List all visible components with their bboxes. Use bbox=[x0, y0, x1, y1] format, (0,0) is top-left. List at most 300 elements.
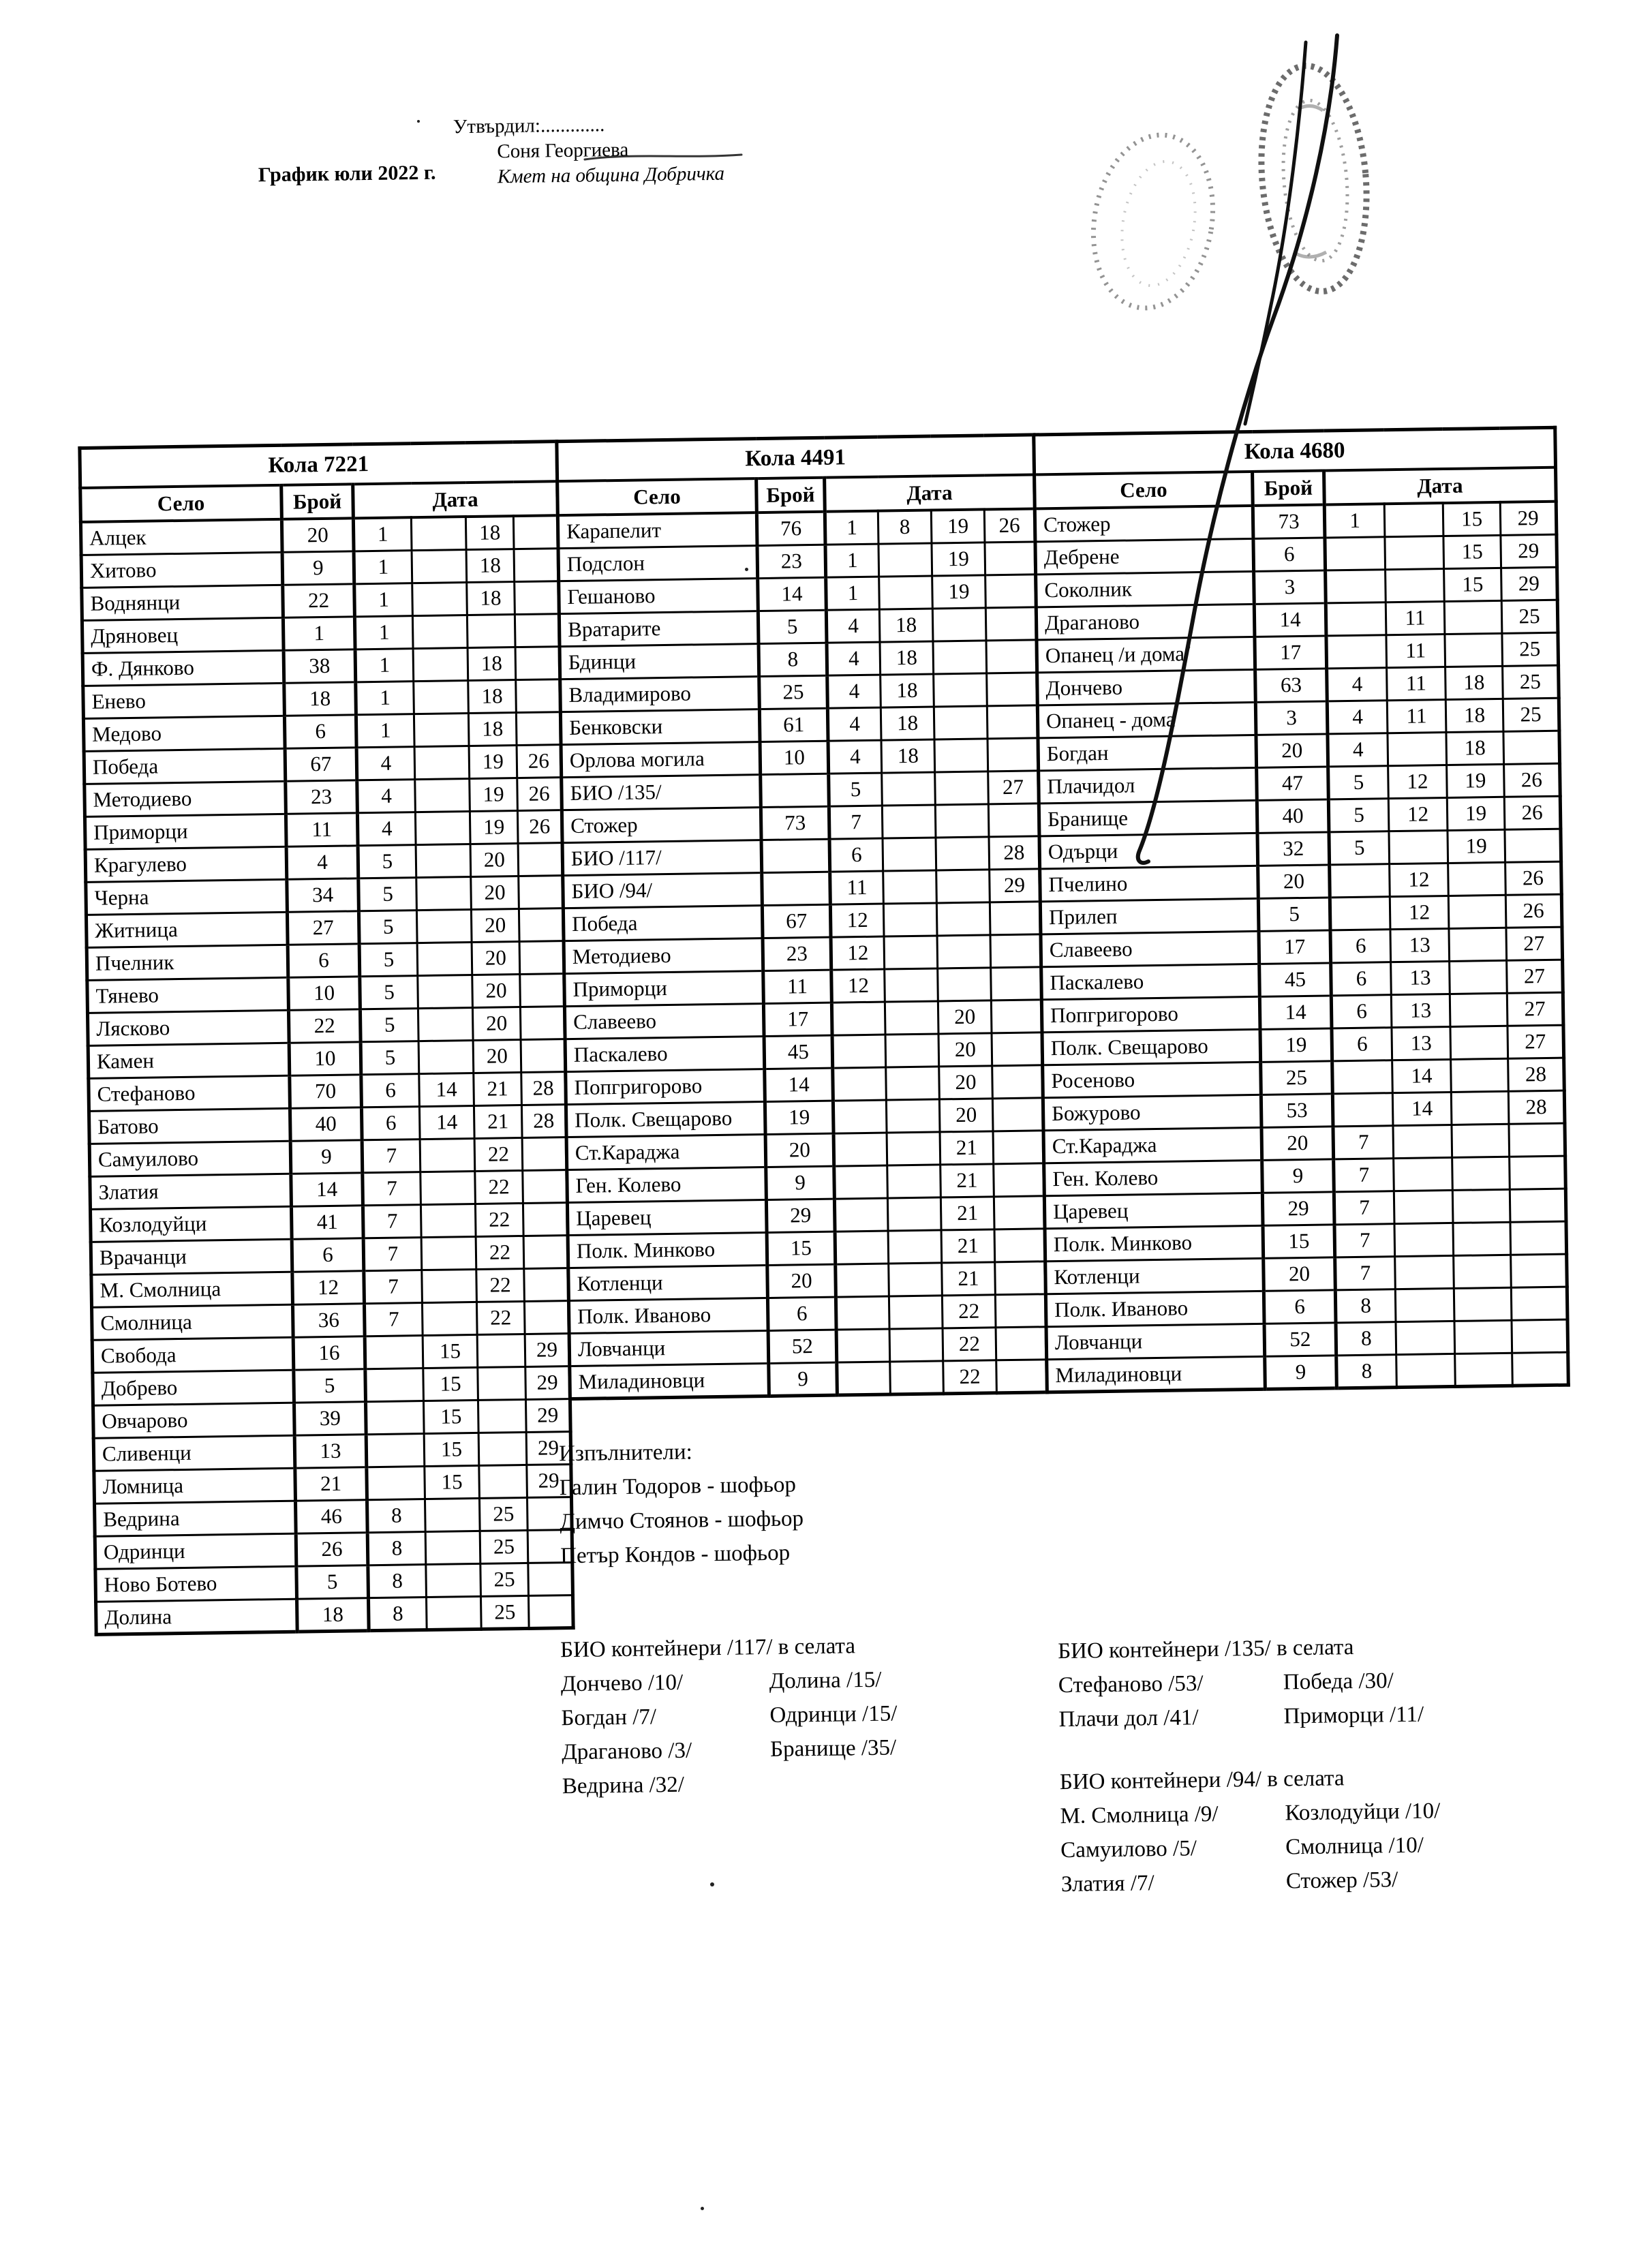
count-cell: 20 bbox=[281, 518, 354, 551]
village-cell: Бранище bbox=[1039, 800, 1257, 836]
date-cell: 15 bbox=[423, 1334, 478, 1368]
date-cell bbox=[885, 1033, 939, 1067]
date-cell: 20 bbox=[939, 1098, 993, 1131]
column-header-count: Брой bbox=[756, 478, 825, 513]
date-cell: 5 bbox=[1329, 831, 1390, 864]
bio-entry: Победа /30/ bbox=[1283, 1668, 1394, 1695]
date-cell bbox=[1394, 1190, 1453, 1223]
date-cell bbox=[1511, 1254, 1567, 1287]
date-cell bbox=[519, 875, 564, 908]
date-cell: 5 bbox=[358, 910, 417, 943]
village-cell: Хитово bbox=[81, 552, 283, 587]
date-cell bbox=[366, 1433, 425, 1467]
count-cell: 67 bbox=[285, 747, 357, 780]
date-cell: 28 bbox=[1508, 1058, 1565, 1091]
date-cell: 26 bbox=[517, 744, 562, 778]
date-cell: 5 bbox=[359, 943, 418, 976]
count-cell: 5 bbox=[758, 610, 827, 643]
count-cell: 29 bbox=[1262, 1191, 1334, 1225]
village-cell: Миладиновци bbox=[1047, 1356, 1266, 1392]
date-cell bbox=[1393, 1125, 1452, 1158]
village-cell: Полк. Иваново bbox=[1045, 1291, 1264, 1326]
village-cell: Полк. Минково bbox=[568, 1232, 767, 1268]
village-cell: Попгригорово bbox=[566, 1069, 765, 1104]
date-cell: 29 bbox=[1500, 502, 1557, 535]
car-label: Кола 4491 bbox=[557, 435, 1035, 481]
date-cell bbox=[987, 705, 1038, 738]
date-cell: 7 bbox=[1334, 1191, 1394, 1224]
date-cell bbox=[416, 844, 471, 877]
date-cell bbox=[935, 804, 989, 837]
date-cell: 8 bbox=[1336, 1321, 1396, 1355]
date-cell bbox=[996, 1326, 1047, 1360]
date-cell bbox=[415, 778, 470, 812]
date-cell: 26 bbox=[1504, 763, 1561, 797]
count-cell: 15 bbox=[767, 1232, 836, 1265]
date-cell bbox=[520, 1006, 565, 1039]
date-cell: 4 bbox=[1328, 733, 1388, 766]
date-cell: 20 bbox=[471, 908, 519, 942]
village-cell: Плачидол bbox=[1039, 767, 1257, 803]
count-cell: 9 bbox=[1265, 1355, 1337, 1388]
date-cell: 18 bbox=[881, 739, 935, 773]
date-cell: 25 bbox=[1502, 632, 1559, 666]
date-cell: 15 bbox=[423, 1400, 478, 1433]
date-cell bbox=[417, 942, 472, 975]
date-cell bbox=[418, 1007, 473, 1041]
date-cell bbox=[1448, 862, 1506, 896]
date-cell bbox=[889, 1262, 943, 1296]
bio-columns bbox=[560, 1662, 898, 1803]
count-cell: 1 bbox=[283, 616, 355, 649]
executor-name: Галин Тодоров - шофьор bbox=[559, 1472, 797, 1501]
date-cell bbox=[412, 582, 468, 615]
date-cell: 20 bbox=[471, 876, 519, 909]
village-cell: Пчелино bbox=[1040, 866, 1259, 901]
approved-label: Утвърдил:............. bbox=[453, 114, 605, 138]
village-cell: Житница bbox=[86, 912, 288, 947]
bio-column bbox=[1283, 1664, 1424, 1734]
date-cell bbox=[879, 576, 933, 609]
count-cell: 25 bbox=[1261, 1060, 1333, 1094]
schedule-table-kola-4491 bbox=[555, 433, 1049, 1400]
count-cell: 45 bbox=[1259, 962, 1332, 996]
date-cell: 21 bbox=[942, 1262, 996, 1295]
date-cell bbox=[1389, 830, 1448, 863]
date-cell: 25 bbox=[1503, 698, 1559, 731]
bio-entry: Драганово /3/ bbox=[561, 1738, 692, 1765]
date-cell bbox=[518, 842, 563, 876]
date-cell bbox=[994, 1228, 1045, 1262]
table-body bbox=[80, 515, 573, 1634]
village-cell: Енево bbox=[83, 683, 285, 718]
executor-name: Петър Кондов - шофьор bbox=[560, 1540, 791, 1569]
date-cell bbox=[937, 934, 991, 968]
date-cell: 6 bbox=[1332, 1027, 1392, 1060]
date-cell: 22 bbox=[943, 1327, 996, 1360]
date-cell: 19 bbox=[1447, 764, 1505, 797]
date-cell: 29 bbox=[527, 1464, 572, 1497]
approver-title: Кмет на община Добричка bbox=[497, 162, 725, 188]
count-cell: 40 bbox=[1257, 799, 1329, 832]
count-cell: 23 bbox=[286, 780, 358, 813]
date-cell bbox=[884, 935, 938, 968]
date-cell: 5 bbox=[358, 877, 417, 911]
village-cell: Полк. Минково bbox=[1045, 1225, 1264, 1261]
date-cell bbox=[365, 1401, 424, 1434]
date-cell: 19 bbox=[931, 509, 985, 542]
date-cell bbox=[986, 639, 1037, 673]
date-cell bbox=[467, 614, 515, 647]
count-cell: 32 bbox=[1257, 831, 1330, 865]
date-cell: 7 bbox=[1334, 1223, 1395, 1257]
date-cell bbox=[991, 999, 1042, 1033]
count-cell: 13 bbox=[294, 1434, 367, 1467]
date-cell: 26 bbox=[517, 777, 562, 810]
date-cell bbox=[932, 607, 986, 641]
count-cell: 21 bbox=[295, 1467, 367, 1500]
executors-block bbox=[559, 1433, 804, 1573]
village-cell: Долина bbox=[96, 1599, 298, 1634]
date-cell bbox=[1510, 1189, 1566, 1222]
date-cell: 26 bbox=[1505, 894, 1562, 928]
date-cell: 7 bbox=[364, 1302, 423, 1336]
date-cell: 14 bbox=[419, 1073, 474, 1106]
count-cell: 14 bbox=[1254, 602, 1326, 636]
date-cell: 19 bbox=[1447, 797, 1505, 830]
date-cell bbox=[833, 1100, 887, 1133]
village-cell: Овчарово bbox=[93, 1403, 295, 1438]
date-cell: 22 bbox=[476, 1268, 525, 1302]
date-cell: 4 bbox=[826, 609, 880, 643]
village-cell: Златия bbox=[90, 1174, 292, 1209]
date-cell: 4 bbox=[828, 740, 882, 774]
date-cell bbox=[478, 1366, 526, 1400]
village-cell: Ловчанци bbox=[569, 1330, 769, 1366]
date-cell: 4 bbox=[827, 707, 881, 741]
date-cell bbox=[1394, 1157, 1453, 1191]
count-cell: 19 bbox=[1260, 1028, 1332, 1061]
village-cell: Ведрина bbox=[95, 1501, 296, 1536]
date-cell bbox=[837, 1362, 891, 1395]
date-cell bbox=[836, 1296, 889, 1330]
date-cell: 8 bbox=[368, 1564, 427, 1598]
date-cell: 14 bbox=[1392, 1059, 1452, 1092]
scan-speck bbox=[745, 568, 748, 571]
date-cell bbox=[1452, 1157, 1510, 1190]
village-cell: Владимирово bbox=[560, 676, 760, 712]
date-cell: 25 bbox=[480, 1563, 529, 1596]
date-cell: 21 bbox=[940, 1131, 994, 1164]
count-cell: 5 bbox=[296, 1565, 369, 1598]
count-cell: 4 bbox=[286, 845, 358, 878]
date-cell bbox=[515, 581, 560, 614]
count-cell: 23 bbox=[757, 545, 826, 578]
date-cell bbox=[523, 1235, 568, 1268]
date-cell: 12 bbox=[1388, 797, 1448, 831]
date-cell bbox=[992, 1097, 1043, 1131]
village-cell: Ново Ботево bbox=[95, 1566, 297, 1602]
count-cell: 25 bbox=[759, 675, 828, 709]
date-cell: 1 bbox=[354, 550, 412, 583]
date-cell bbox=[833, 1133, 887, 1166]
village-cell: Подслон bbox=[558, 545, 758, 581]
bio-title: БИО контейнери /94/ в селата bbox=[1059, 1766, 1345, 1795]
date-cell bbox=[365, 1368, 424, 1401]
count-cell: 9 bbox=[766, 1166, 835, 1199]
village-cell: Камен bbox=[88, 1043, 290, 1078]
table-row bbox=[1047, 1352, 1569, 1392]
count-cell: 6 bbox=[292, 1238, 364, 1271]
count-cell: 20 bbox=[767, 1264, 836, 1298]
date-cell: 26 bbox=[984, 508, 1035, 542]
date-cell: 21 bbox=[474, 1105, 522, 1138]
bio-column bbox=[1285, 1794, 1441, 1898]
date-cell: 14 bbox=[1392, 1092, 1452, 1125]
count-cell: 34 bbox=[287, 878, 359, 911]
date-cell bbox=[422, 1269, 477, 1302]
car-label: Кола 7221 bbox=[80, 442, 557, 488]
date-cell bbox=[479, 1465, 527, 1498]
bio-block-94 bbox=[1060, 1760, 1442, 1901]
date-cell bbox=[1445, 633, 1503, 667]
count-cell: 61 bbox=[759, 708, 828, 742]
village-cell: Котленци bbox=[568, 1265, 768, 1300]
date-cell bbox=[888, 1229, 942, 1263]
date-cell: 25 bbox=[479, 1497, 527, 1531]
date-cell: 29 bbox=[990, 868, 1041, 902]
village-cell: Полк. Свещарово bbox=[1042, 1029, 1261, 1065]
date-cell bbox=[412, 615, 468, 648]
count-cell: 52 bbox=[768, 1330, 837, 1363]
table-row bbox=[570, 1359, 1047, 1398]
date-cell: 18 bbox=[466, 549, 515, 582]
count-cell: 23 bbox=[763, 937, 831, 970]
date-cell: 6 bbox=[361, 1073, 420, 1107]
date-cell bbox=[887, 1131, 940, 1165]
date-cell: 12 bbox=[1390, 863, 1449, 896]
date-cell bbox=[519, 941, 564, 974]
date-cell: 18 bbox=[468, 679, 517, 713]
date-cell bbox=[889, 1295, 943, 1328]
date-cell bbox=[1454, 1320, 1512, 1354]
village-cell: М. Смолница bbox=[91, 1272, 293, 1307]
date-cell bbox=[890, 1360, 944, 1394]
date-cell: 1 bbox=[1324, 504, 1385, 537]
bio-entry: Смолница /10/ bbox=[1285, 1833, 1424, 1860]
date-cell: 25 bbox=[480, 1530, 528, 1563]
date-cell bbox=[1509, 1123, 1565, 1157]
date-cell bbox=[416, 876, 472, 910]
date-cell: 13 bbox=[1391, 961, 1450, 994]
date-cell bbox=[418, 975, 473, 1008]
village-cell: Паскалево bbox=[1041, 964, 1260, 999]
date-cell bbox=[992, 1065, 1043, 1098]
date-cell: 5 bbox=[829, 773, 883, 806]
date-cell: 18 bbox=[1446, 731, 1504, 765]
date-cell bbox=[834, 1165, 888, 1199]
count-cell: 10 bbox=[289, 1041, 361, 1075]
date-cell bbox=[994, 1163, 1045, 1196]
date-cell bbox=[1395, 1255, 1454, 1289]
date-cell: 8 bbox=[367, 1499, 425, 1532]
village-cell: Бенковски bbox=[560, 709, 760, 744]
column-header-village: Село bbox=[1035, 472, 1253, 508]
date-cell: 5 bbox=[1328, 765, 1389, 799]
date-cell: 1 bbox=[826, 577, 880, 610]
date-cell: 18 bbox=[1446, 699, 1503, 732]
count-cell: 47 bbox=[1257, 766, 1329, 799]
count-cell: 76 bbox=[756, 512, 825, 545]
date-cell: 4 bbox=[357, 779, 416, 812]
approval-block bbox=[453, 111, 725, 191]
date-cell: 18 bbox=[879, 609, 933, 642]
count-cell: 14 bbox=[758, 577, 827, 611]
date-cell: 1 bbox=[354, 615, 413, 649]
column-header-village: Село bbox=[80, 485, 282, 522]
column-header-village: Село bbox=[557, 478, 757, 515]
village-cell: Ген. Колево bbox=[1044, 1160, 1263, 1195]
village-cell: БИО /135/ bbox=[562, 774, 761, 810]
date-cell: 7 bbox=[363, 1237, 422, 1270]
date-cell: 28 bbox=[521, 1071, 566, 1105]
date-cell bbox=[992, 1032, 1043, 1065]
date-cell bbox=[414, 713, 469, 746]
date-cell bbox=[1512, 1352, 1569, 1386]
scan-speck bbox=[701, 2207, 704, 2210]
date-cell bbox=[985, 574, 1037, 607]
village-cell: БИО /117/ bbox=[562, 840, 762, 875]
date-cell: 22 bbox=[474, 1137, 523, 1171]
date-cell: 15 bbox=[1443, 535, 1501, 568]
count-cell: 8 bbox=[759, 643, 827, 676]
date-cell bbox=[519, 908, 564, 941]
village-cell: Ст.Караджа bbox=[566, 1134, 766, 1170]
village-cell: Царевец bbox=[1044, 1193, 1263, 1228]
count-cell: 27 bbox=[287, 911, 359, 944]
date-cell bbox=[1450, 1026, 1508, 1059]
village-cell: Котленци bbox=[1045, 1258, 1264, 1294]
date-cell bbox=[988, 803, 1039, 836]
date-cell: 1 bbox=[355, 648, 414, 682]
village-cell: Ф. Дянково bbox=[82, 650, 284, 686]
village-cell: Орлова могила bbox=[561, 742, 761, 777]
date-cell: 22 bbox=[476, 1301, 525, 1334]
village-cell: Славеево bbox=[564, 1003, 764, 1039]
count-cell: 20 bbox=[1261, 1126, 1334, 1159]
date-cell bbox=[425, 1498, 480, 1531]
date-cell: 18 bbox=[881, 707, 934, 740]
date-cell: 27 bbox=[1508, 1025, 1564, 1058]
date-cell: 7 bbox=[362, 1139, 420, 1172]
date-cell bbox=[1332, 1092, 1393, 1126]
date-cell bbox=[1386, 568, 1445, 602]
bio-columns bbox=[1058, 1664, 1424, 1737]
date-cell bbox=[1449, 928, 1507, 961]
date-cell: 1 bbox=[353, 517, 412, 551]
date-cell bbox=[413, 647, 468, 681]
date-cell: 8 bbox=[1336, 1354, 1397, 1388]
village-cell: Лясково bbox=[87, 1010, 289, 1045]
date-cell: 22 bbox=[475, 1170, 523, 1204]
village-cell: Вратарите bbox=[559, 611, 759, 646]
date-cell: 11 bbox=[1387, 699, 1446, 733]
schedule-table-kola-4680 bbox=[1032, 426, 1570, 1394]
date-cell bbox=[1451, 1058, 1509, 1092]
date-cell: 12 bbox=[1388, 765, 1448, 798]
village-cell: Миладиновци bbox=[570, 1363, 769, 1398]
village-cell: Стожер bbox=[1035, 506, 1253, 541]
date-cell bbox=[516, 712, 561, 745]
count-cell: 14 bbox=[1259, 995, 1332, 1028]
date-cell bbox=[836, 1264, 889, 1297]
count-cell: 10 bbox=[760, 741, 829, 774]
date-cell: 13 bbox=[1391, 994, 1450, 1027]
date-cell bbox=[520, 973, 565, 1007]
date-cell bbox=[885, 968, 938, 1001]
date-cell bbox=[1448, 895, 1506, 928]
date-cell: 18 bbox=[468, 647, 516, 680]
date-cell bbox=[522, 1137, 567, 1170]
date-cell bbox=[1332, 1060, 1393, 1093]
date-cell: 20 bbox=[472, 941, 520, 975]
count-cell: 70 bbox=[290, 1074, 362, 1107]
table-body bbox=[1035, 502, 1568, 1392]
date-cell bbox=[994, 1195, 1045, 1229]
date-cell bbox=[991, 966, 1042, 1000]
column-header-date: Дата bbox=[1324, 468, 1557, 505]
approver-name: Соня Георгиева bbox=[497, 138, 629, 163]
date-cell: 18 bbox=[881, 674, 934, 707]
count-cell bbox=[761, 839, 830, 872]
count-cell: 6 bbox=[767, 1297, 836, 1330]
date-cell bbox=[985, 607, 1037, 640]
village-cell: Попгригорово bbox=[1041, 996, 1260, 1032]
date-cell: 19 bbox=[469, 745, 517, 778]
village-cell: Врачанци bbox=[91, 1239, 292, 1274]
date-cell: 27 bbox=[1507, 960, 1563, 993]
bio-column bbox=[1060, 1796, 1286, 1901]
date-cell: 4 bbox=[356, 746, 415, 780]
count-cell: 11 bbox=[286, 812, 358, 846]
date-cell: 29 bbox=[1501, 567, 1558, 600]
date-cell bbox=[934, 705, 988, 739]
village-cell: Паскалево bbox=[565, 1036, 765, 1071]
village-cell: Смолница bbox=[92, 1304, 294, 1340]
date-cell: 15 bbox=[425, 1465, 480, 1499]
date-cell: 22 bbox=[943, 1360, 997, 1393]
date-cell bbox=[420, 1138, 475, 1172]
date-cell: 7 bbox=[363, 1204, 421, 1238]
date-cell: 15 bbox=[1444, 568, 1502, 601]
village-cell: Росеново bbox=[1043, 1062, 1261, 1097]
date-cell: 5 bbox=[361, 1041, 419, 1074]
count-cell: 6 bbox=[284, 714, 356, 748]
date-cell bbox=[995, 1261, 1046, 1294]
date-cell bbox=[1326, 569, 1386, 602]
bio-entry: Ведрина /32/ bbox=[562, 1772, 685, 1799]
date-cell: 4 bbox=[1327, 700, 1388, 733]
bio-entry: Златия /7/ bbox=[1060, 1871, 1154, 1897]
village-cell: Добрево bbox=[93, 1370, 294, 1405]
document-title: График юли 2022 г. bbox=[258, 161, 436, 187]
date-cell bbox=[524, 1268, 569, 1301]
date-cell: 12 bbox=[831, 936, 885, 970]
count-cell: 20 bbox=[1256, 733, 1328, 767]
count-cell: 67 bbox=[762, 904, 831, 938]
count-cell: 3 bbox=[1254, 570, 1326, 603]
date-cell: 4 bbox=[1327, 667, 1388, 701]
